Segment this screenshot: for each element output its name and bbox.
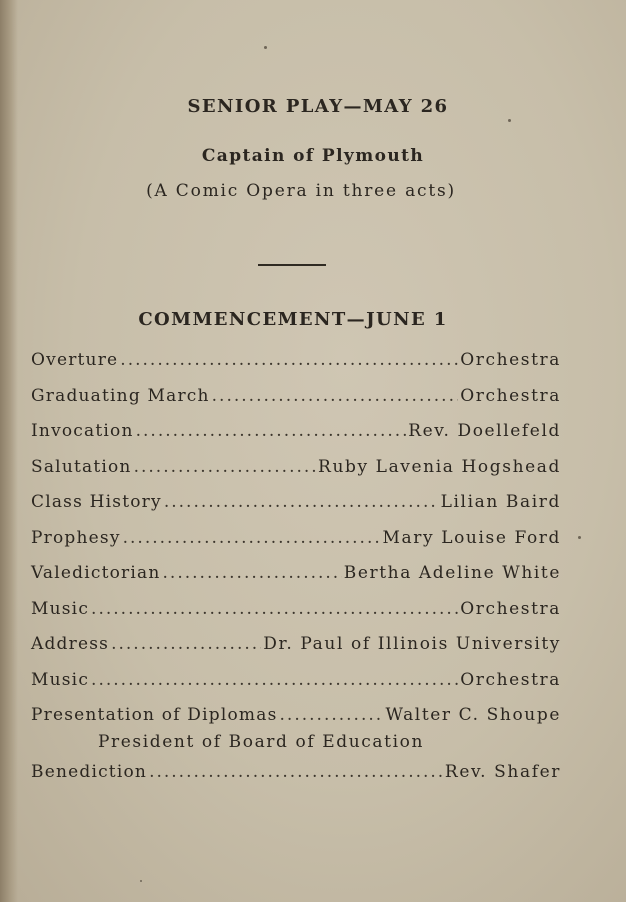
- dot-leader: [123, 528, 381, 548]
- dot-leader: [134, 457, 316, 477]
- program-row: [31, 563, 561, 599]
- program-performer: Walter C. Shoupe: [385, 705, 561, 725]
- program-performer: Ruby Lavenia Hogshead: [318, 456, 561, 477]
- program-item: Invocation: [31, 421, 134, 441]
- commencement-heading: COMMENCEMENT—JUNE 1: [138, 309, 448, 330]
- program-row: [31, 599, 561, 635]
- paper-speck: [578, 536, 581, 539]
- play-subtitle: (A Comic Opera in three acts): [146, 181, 456, 201]
- program-item: Valedictorian: [31, 563, 161, 583]
- dot-leader: [212, 386, 459, 406]
- program-row: [31, 762, 561, 798]
- paper-speck: [140, 880, 142, 882]
- program-row: [31, 528, 561, 564]
- program-performer: Orchestra: [460, 385, 561, 406]
- program-item: Music: [31, 669, 90, 690]
- program-performer: Rev. Shafer: [444, 762, 561, 782]
- program-performer: Orchestra: [460, 669, 561, 690]
- paper-speck: [508, 119, 511, 122]
- program-row: [31, 670, 561, 706]
- program-performer: Orchestra: [460, 598, 561, 619]
- dot-leader: [280, 705, 384, 725]
- paper-speck: [264, 46, 267, 49]
- program-performer: Bertha Adeline White: [343, 563, 561, 583]
- program-performer: Rev. Doellefeld: [408, 421, 561, 441]
- dot-leader: [163, 563, 342, 583]
- program-performer: Mary Louise Ford: [382, 527, 561, 548]
- program-performer: Dr. Paul of Illinois University: [263, 634, 561, 654]
- program-item: Salutation: [31, 456, 132, 477]
- program-row: [31, 350, 561, 386]
- page-spine-shadow: [0, 0, 18, 902]
- program-performer: Lilian Baird: [440, 492, 561, 512]
- program-item: Class History: [31, 492, 162, 512]
- play-title: Captain of Plymouth: [201, 146, 425, 166]
- section-divider: [258, 264, 326, 266]
- program-row: [31, 421, 561, 457]
- program-performer-title: President of Board of Education: [98, 732, 424, 752]
- commencement-program: [31, 350, 561, 798]
- program-item: Overture: [31, 350, 119, 370]
- program-performer: Orchestra: [460, 350, 561, 370]
- program-item: Address: [31, 634, 110, 654]
- dot-leader: [136, 421, 407, 441]
- dot-leader: [91, 599, 458, 619]
- dot-leader: [111, 634, 261, 654]
- program-item: Prophesy: [31, 527, 121, 548]
- dot-leader: [120, 350, 458, 370]
- program-row: [31, 457, 561, 493]
- program-item: Presentation of Diplomas: [31, 705, 278, 725]
- program-row: [31, 634, 561, 670]
- senior-play-heading: SENIOR PLAY—MAY 26: [187, 96, 449, 117]
- program-row: [31, 386, 561, 422]
- program-row: [31, 492, 561, 528]
- dot-leader: [149, 762, 443, 782]
- program-item: Benediction: [31, 762, 148, 782]
- dot-leader: [91, 670, 458, 690]
- dot-leader: [164, 492, 439, 512]
- program-item: Graduating March: [31, 385, 210, 406]
- program-item: Music: [31, 598, 90, 619]
